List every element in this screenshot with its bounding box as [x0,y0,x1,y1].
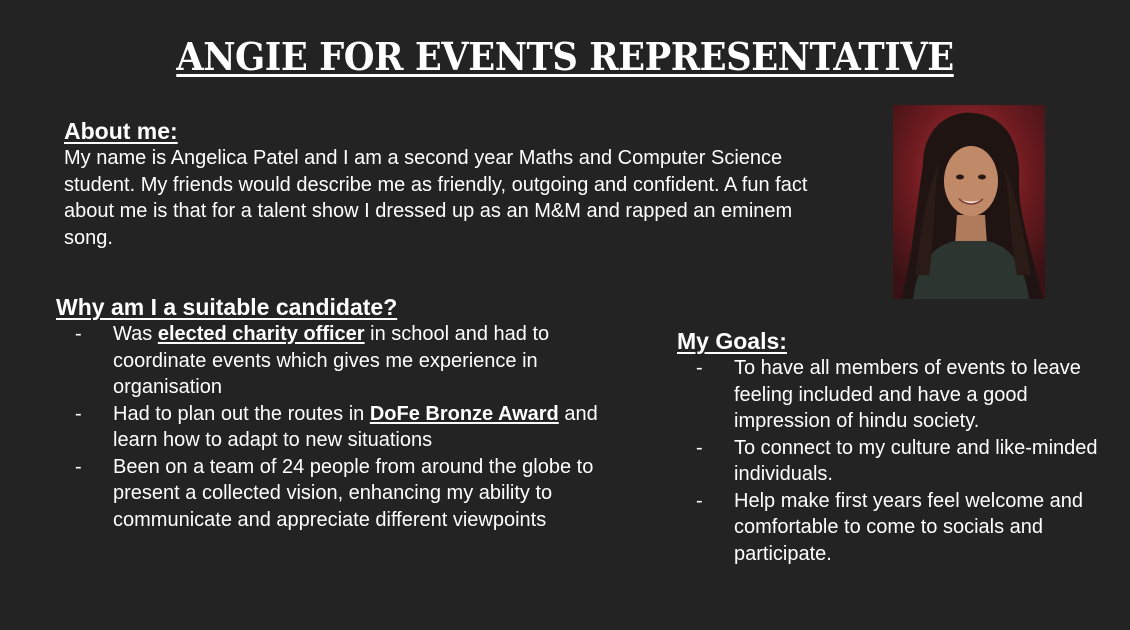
suitable-section [56,294,646,533]
dash-bullet: - [696,489,703,512]
dash-bullet: - [696,436,703,459]
item-text: To have all members of events to leave feeling included and have a good impression of hindu society. [734,357,1081,432]
item-text: in school and had to coordinate events which gives me experience in organisation [113,323,550,398]
item-text: To connect to my culture and like-minded individuals. [734,436,1098,485]
dash-bullet: - [75,323,82,345]
about-section [64,118,824,251]
about-text: My name is Angelica Patel and I am a second year Maths and Computer Science student. My friends would describe me as friendly, outgoing and confident. A fun fact about me is that for a talent show I dressed up as an M&M and rapped an eminem song. [64,147,808,249]
suitable-heading: Why am I a suitable candidate? [56,294,398,320]
dash-bullet: - [75,455,82,478]
item-highlight: DoFe Bronze Award [369,402,559,425]
suitable-list [56,321,646,533]
item-text: Had to plan out the routes in [113,402,370,425]
list-item [677,435,1107,488]
list-item [56,401,646,454]
item-text: Was [113,323,158,345]
list-item [56,321,646,401]
about-heading: About me: [64,118,178,144]
goals-heading: My Goals: [677,328,787,354]
goals-section [677,328,1107,567]
item-text: Help make first years feel welcome and comfortable to come to socials and participate. [734,489,1084,565]
item-text: and learn how to adapt to new situations [113,402,598,451]
slide-title: ANGIE FOR EVENTS REPRESENTATIVE [176,34,954,79]
dash-bullet: - [696,357,703,379]
item-text: Been on a team of 24 people from around the globe to present a collected vision, enhancing my ability to communicate and appreciate different viewpoints [113,455,594,531]
list-item [677,488,1107,568]
profile-photo [893,105,1045,299]
goals-list [677,355,1107,567]
portrait-illustration [893,105,1045,299]
list-item [56,454,646,534]
item-highlight: elected charity officer [157,323,365,345]
list-item [677,355,1107,435]
dash-bullet: - [75,402,82,425]
